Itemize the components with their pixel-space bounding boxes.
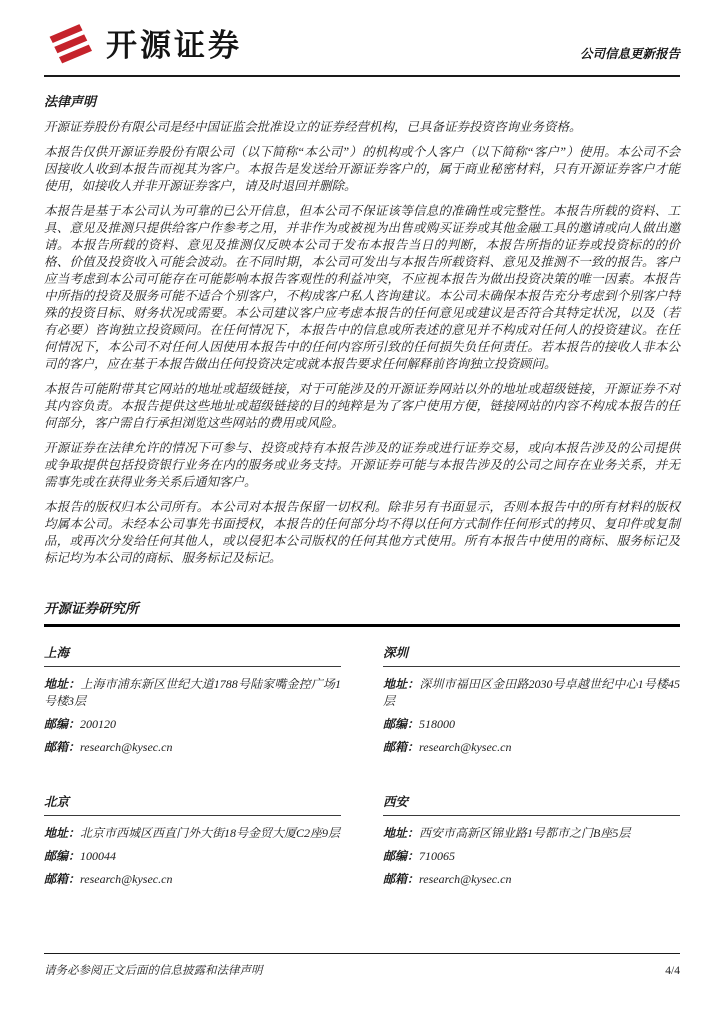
legal-paragraph: 开源证券股份有限公司是经中国证监会批准设立的证券经营机构，已具备证券投资咨询业务资格。: [44, 120, 582, 134]
zip-label: 邮编：: [383, 717, 420, 731]
email-value: research@kysec.cn: [80, 872, 173, 886]
legal-paragraph: 本报告可能附带其它网站的地址或超级链接，对于可能涉及的开源证券网站以外的地址或超级链接，开源证券不对其内容负责。本报告提供这些地址或超级链接的目的纯粹是为了客户使用方便，链接网站的内容不构成本报告的任何部分，客户需自行承担浏览这些网站的费用或风险。: [44, 382, 680, 430]
office-city: 上海: [44, 643, 341, 667]
zip-label: 邮编：: [44, 849, 81, 863]
page-header: [44, 20, 680, 77]
footer-disclaimer-note: 请务必参阅正文后面的信息披露和法律声明: [44, 965, 263, 977]
zip-label: 邮编：: [44, 717, 81, 731]
email-label: 邮箱：: [383, 740, 420, 754]
email-label: 邮箱：: [383, 872, 420, 886]
office-city: 深圳: [383, 643, 680, 667]
legal-title: 法律声明: [44, 94, 97, 109]
legal-paragraph: 开源证券在法律允许的情况下可参与、投资或持有本报告涉及的证券或进行证券交易，或向本报告涉及的公司提供或争取提供包括投资银行业务在内的服务或业务支持。开源证券可能与本报告涉及的公司之间存在业务关系，并无需事先或在获得业务关系后通知客户。: [44, 441, 680, 489]
office-address-line: [383, 825, 680, 842]
address-label: 地址：: [383, 826, 420, 840]
page-number: 4/4: [665, 965, 680, 977]
page-footer: [44, 953, 680, 978]
office-zip-line: [44, 716, 341, 733]
address-value: 深圳市福田区金田路2030号卓越世纪中心1号楼45层: [383, 677, 680, 708]
legal-disclaimer-section: [44, 91, 680, 567]
kaiyuan-securities-logo-icon: [44, 21, 96, 65]
brand: [44, 20, 242, 65]
zip-value: 100044: [80, 849, 117, 863]
address-value: 北京市西城区西直门外大街18号金贸大厦C2座9层: [80, 826, 341, 840]
email-label: 邮箱：: [44, 740, 81, 754]
office-zip-line: [383, 848, 680, 865]
office-address-line: [44, 676, 341, 710]
zip-label: 邮编：: [383, 849, 420, 863]
report-type-label: 公司信息更新报告: [579, 47, 680, 61]
office-xian: [383, 792, 680, 894]
email-value: research@kysec.cn: [419, 872, 512, 886]
email-value: research@kysec.cn: [419, 740, 512, 754]
zip-value: 710065: [419, 849, 456, 863]
office-address-line: [44, 825, 341, 842]
address-value: 上海市浦东新区世纪大道1788号陆家嘴金控广场1号楼3层: [44, 677, 341, 708]
office-shenzhen: [383, 643, 680, 762]
legal-paragraph: 本报告的版权归本公司所有。本公司对本报告保留一切权利。除非另有书面显示，否则本报告中的所有材料的版权均属本公司。未经本公司事先书面授权，本报告的任何部分均不得以任何方式制作任何形式的拷贝、复印件或复制品，或再次分发给任何其他人，或以侵犯本公司版权的任何其他方式使用。所有本报告中使用的商标、服务标记及标记均为本公司的商标、服务标记及标记。: [44, 500, 680, 565]
zip-value: 200120: [80, 717, 117, 731]
office-email-line: [44, 739, 341, 756]
email-label: 邮箱：: [44, 872, 81, 886]
brand-name: 开源证券: [106, 28, 242, 63]
office-email-line: [383, 871, 680, 888]
address-label: 地址：: [383, 677, 420, 691]
institute-title: 开源证券研究所: [44, 597, 680, 627]
research-institute-section: [44, 597, 680, 894]
address-label: 地址：: [44, 677, 81, 691]
email-value: research@kysec.cn: [80, 740, 173, 754]
office-beijing: [44, 792, 341, 894]
office-email-line: [44, 871, 341, 888]
office-city: 北京: [44, 792, 341, 816]
office-zip-line: [383, 716, 680, 733]
office-email-line: [383, 739, 680, 756]
legal-paragraph: 本报告是基于本公司认为可靠的已公开信息，但本公司不保证该等信息的准确性或完整性。本报告所载的资料、工具、意见及推测只提供给客户作参考之用，并非作为或被视为出售或购买证券或其他金融工具的邀请或向人做出邀请。本报告所载的资料、意见及推测仅反映本公司于发布本报告当日的判断，本报告所指的证券或投资标的的价格、价值及投资收入可能会波动。在不同时期，本公司可发出与本报告所载资料、意见及推测不一致的报告。客户应当考虑到本公司可能存在可能影响本报告客观性的利益冲突，不应视本报告为做出投资决策的唯一因素。本报告中所指的投资及服务可能不适合个别客户，不构成客户私人咨询建议。本公司未确保本报告充分考虑到个别客户特殊的投资目标、财务状况或需要。本公司建议客户应考虑本报告的任何意见或建议是否符合其特定状况，以及（若有必要）咨询独立投资顾问。在任何情况下，本报告中的信息或所表述的意见并不构成对任何人的投资建议。在任何情况下，本公司不对任何人因使用本报告中的任何内容所引致的任何损失负任何责任。若本报告的接收人非本公司的客户，应在基于本报告做出任何投资决定或就本报告要求任何解释前咨询独立投资顾问。: [44, 204, 680, 371]
office-zip-line: [44, 848, 341, 865]
address-label: 地址：: [44, 826, 81, 840]
office-city: 西安: [383, 792, 680, 816]
address-value: 西安市高新区锦业路1号都市之门B座5层: [419, 826, 631, 840]
offices-grid: [44, 643, 680, 894]
office-shanghai: [44, 643, 341, 762]
legal-paragraph: 本报告仅供开源证券股份有限公司（以下简称“本公司”）的机构或个人客户（以下简称“客户”）使用。本公司不会因接收人收到本报告而视其为客户。本报告是发送给开源证券客户的，属于商业秘密材料，只有开源证券客户才能使用，如接收人并非开源证券客户，请及时退回并删除。: [44, 145, 680, 193]
office-address-line: [383, 676, 680, 710]
zip-value: 518000: [419, 717, 456, 731]
